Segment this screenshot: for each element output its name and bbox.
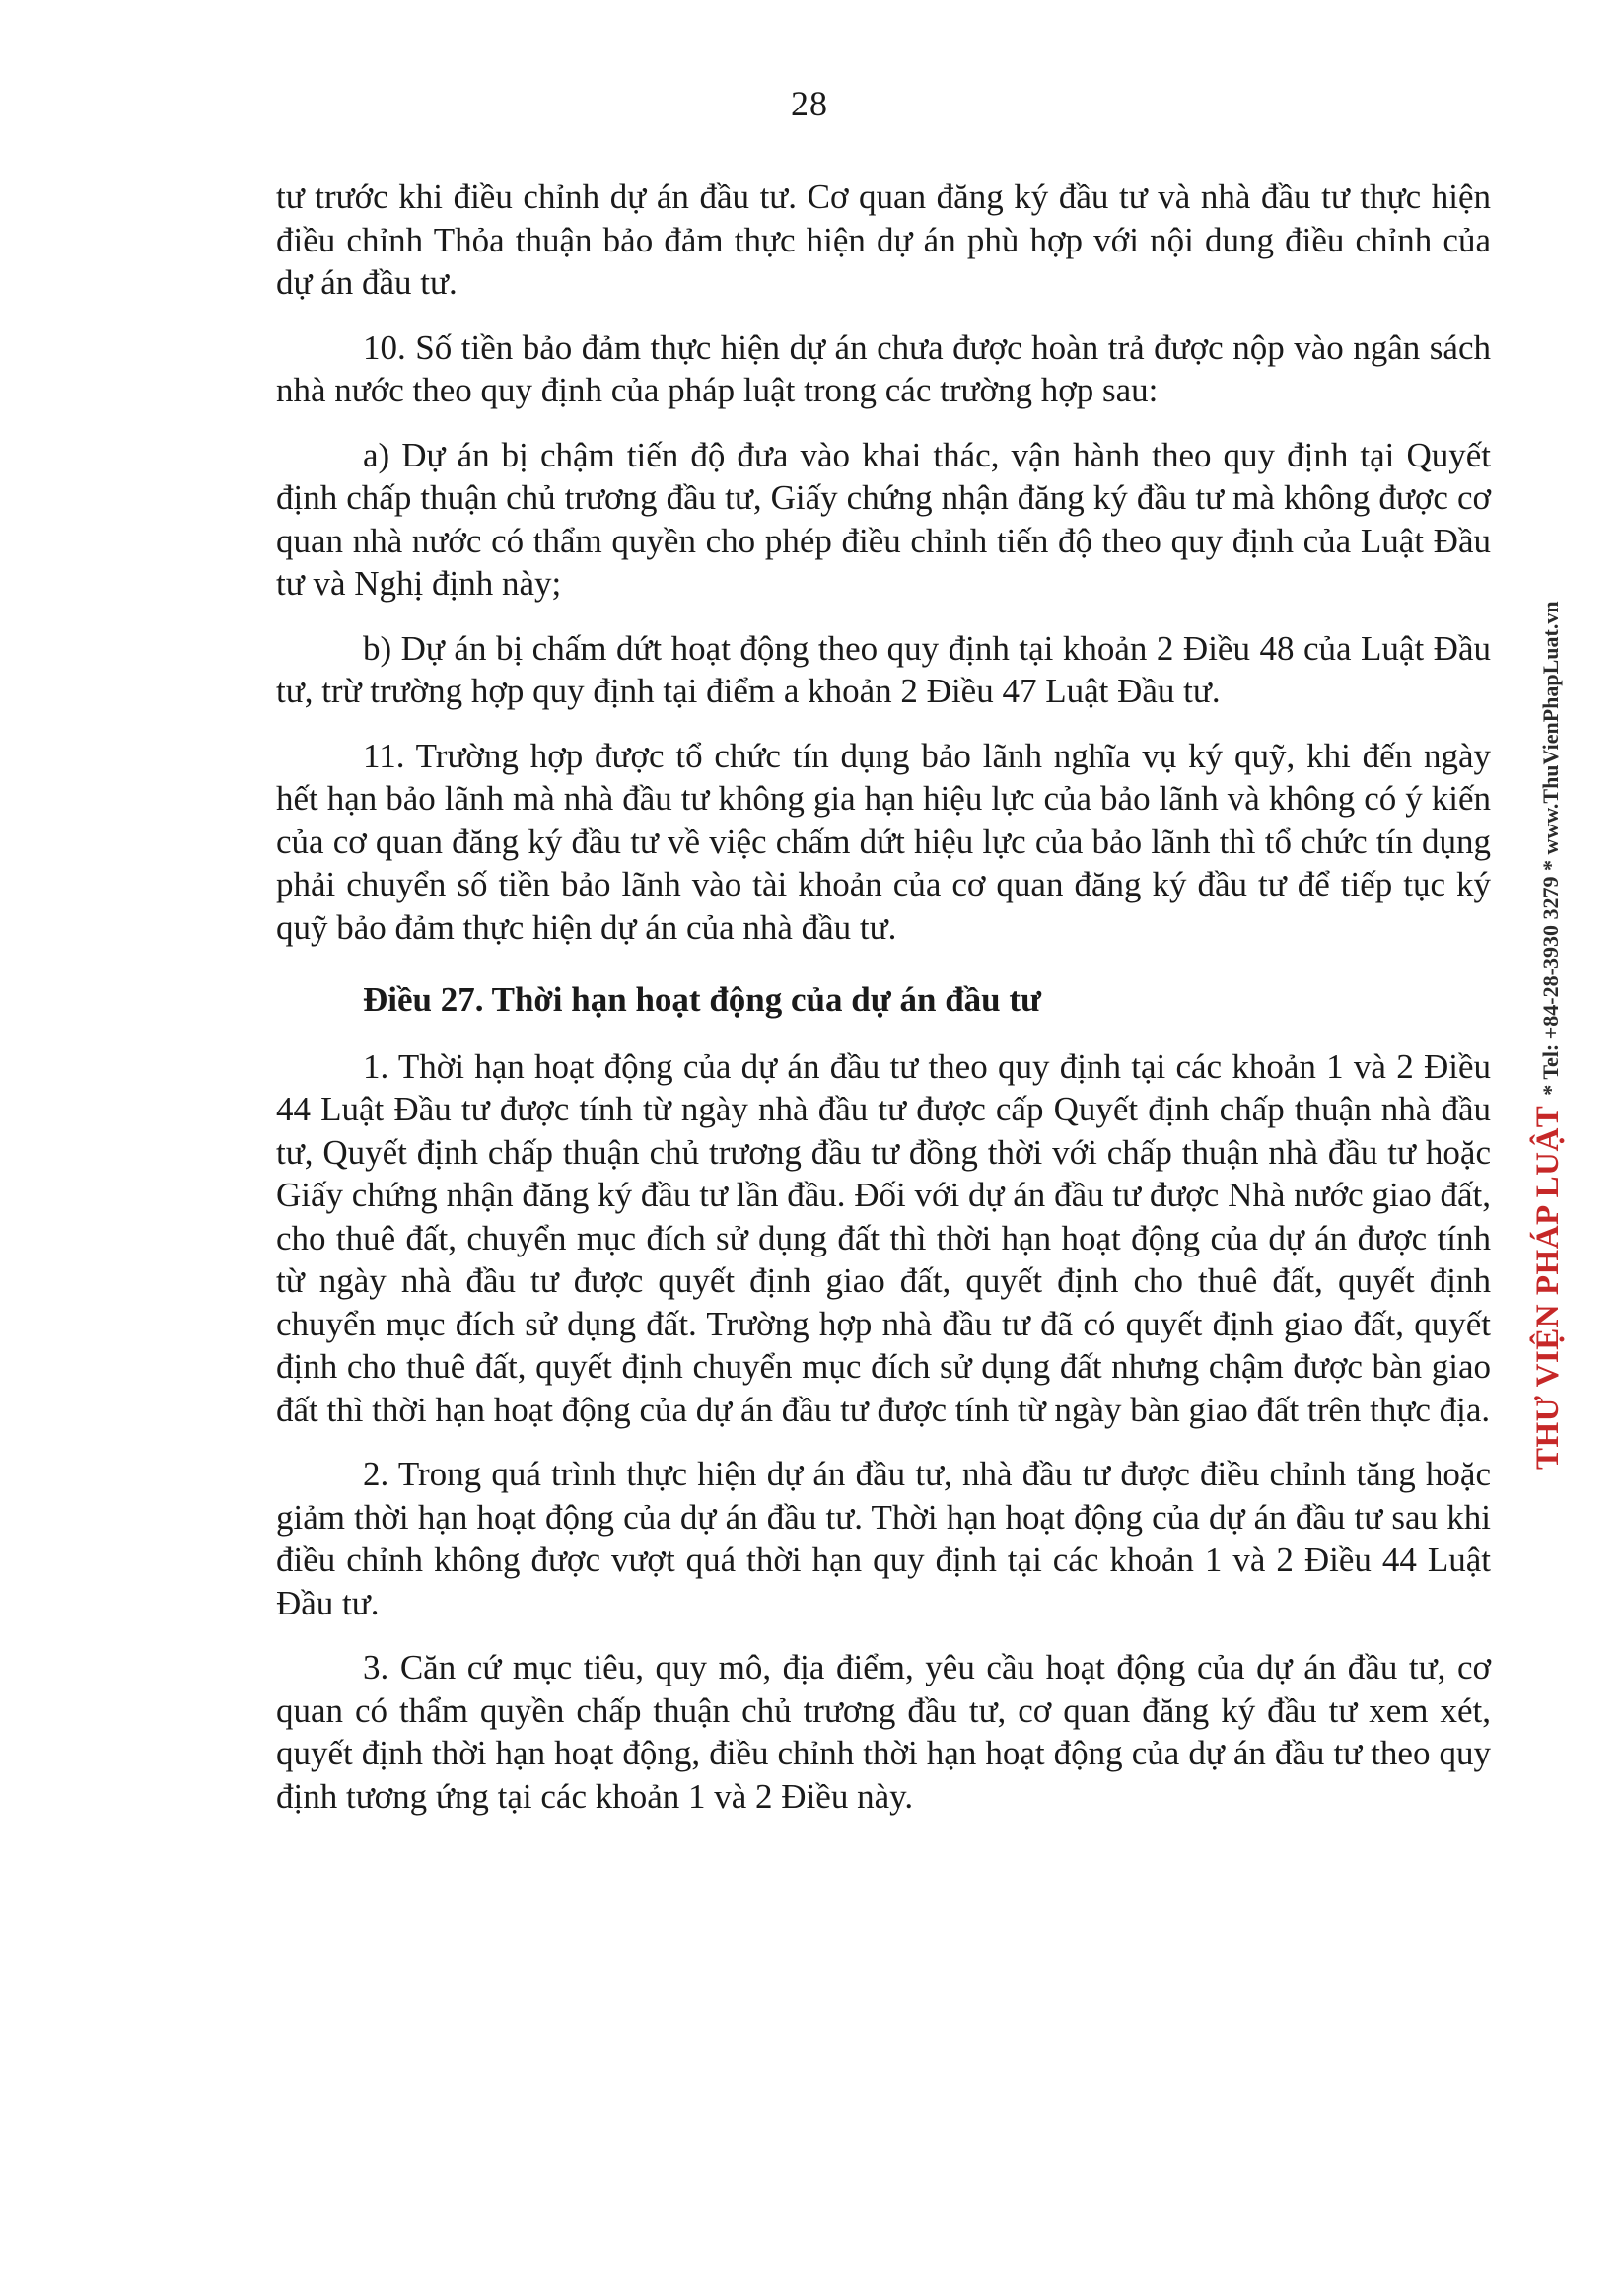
watermark-contact: * Tel: +84-28-3930 3279 * www.ThuVienPhapLuat.vn xyxy=(1538,601,1563,1096)
paragraph-point-b: b) Dự án bị chấm dứt hoạt động theo quy định tại khoản 2 Điều 48 của Luật Đầu tư, trừ trường hợp quy định tại điểm a khoản 2 Điều 47 Luật Đầu tư. xyxy=(276,628,1491,710)
article-clause-2: 2. Trong quá trình thực hiện dự án đầu tư, nhà đầu tư được điều chỉnh tăng hoặc giảm thời hạn hoạt động của dự án đầu tư. Thời hạn hoạt động của dự án đầu tư sau khi điều chỉnh không được vượt quá thời hạn quy định tại các khoản 1 và 2 Điều 44 Luật Đầu tư. xyxy=(276,1455,1491,1622)
article-heading: Điều 27. Thời hạn hoạt động của dự án đầu tư xyxy=(363,980,1042,1019)
article-clause-1: 1. Thời hạn hoạt động của dự án đầu tư theo quy định tại các khoản 1 và 2 Điều 44 Luật Đầu tư được tính từ ngày nhà đầu tư được cấp Quyết định chấp thuận nhà đầu tư, Quyết định chấp thuận chủ trương đầu tư đồng thời với chấp thuận nhà đầu tư hoặc Giấy chứng nhận đăng ký đầu tư lần đầu. Đối với dự án đầu tư được Nhà nước giao đất, cho thuê đất, chuyển mục đích sử dụng đất thì thời hạn hoạt động của dự án được tính từ ngày nhà đầu tư được quyết định giao đất, quyết định cho thuê đất, quyết định chuyển mục đích sử dụng đất. Trường hợp nhà đầu tư đã có quyết định giao đất, quyết định cho thuê đất, quyết định chuyển mục đích sử dụng đất nhưng chậm được bàn giao đất thì thời hạn hoạt động của dự án đầu tư được tính từ ngày bàn giao đất trên thực địa. xyxy=(276,1046,1491,1429)
watermark-brand: THƯ VIỆN PHÁP LUẬT xyxy=(1530,1105,1566,1470)
watermark xyxy=(1530,601,1567,1470)
paragraph-clause-11: 11. Trường hợp được tổ chức tín dụng bảo lãnh nghĩa vụ ký quỹ, khi đến ngày hết hạn bảo lãnh mà nhà đầu tư không gia hạn hiệu lực của bảo lãnh và không có ý kiến của cơ quan đăng ký đầu tư về việc chấm dứt hiệu lực của bảo lãnh thì tổ chức tín dụng phải chuyển số tiền bảo lãnh vào tài khoản của cơ quan đăng ký đầu tư để tiếp tục ký quỹ bảo đảm thực hiện dự án của nhà đầu tư. xyxy=(276,736,1491,947)
article-clause-3: 3. Căn cứ mục tiêu, quy mô, địa điểm, yêu cầu hoạt động của dự án đầu tư, cơ quan có thẩm quyền chấp thuận chủ trương đầu tư, cơ quan đăng ký đầu tư xem xét, quyết định thời hạn hoạt động, điều chỉnh thời hạn hoạt động của dự án đầu tư theo quy định tương ứng tại các khoản 1 và 2 Điều này. xyxy=(276,1648,1491,1816)
paragraph-point-a: a) Dự án bị chậm tiến độ đưa vào khai thác, vận hành theo quy định tại Quyết định chấp thuận chủ trương đầu tư, Giấy chứng nhận đăng ký đầu tư mà không được cơ quan nhà nước có thẩm quyền cho phép điều chỉnh tiến độ theo quy định của Luật Đầu tư và Nghị định này; xyxy=(276,435,1491,603)
page-number: 28 xyxy=(791,84,828,123)
paragraph-continuation: tư trước khi điều chỉnh dự án đầu tư. Cơ quan đăng ký đầu tư và nhà đầu tư thực hiện điều chỉnh Thỏa thuận bảo đảm thực hiện dự án phù hợp với nội dung điều chỉnh của dự án đầu tư. xyxy=(276,178,1491,302)
document-body xyxy=(276,176,1491,1839)
paragraph-clause-10: 10. Số tiền bảo đảm thực hiện dự án chưa được hoàn trả được nộp vào ngân sách nhà nước theo quy định của pháp luật trong các trường hợp sau: xyxy=(276,327,1491,409)
